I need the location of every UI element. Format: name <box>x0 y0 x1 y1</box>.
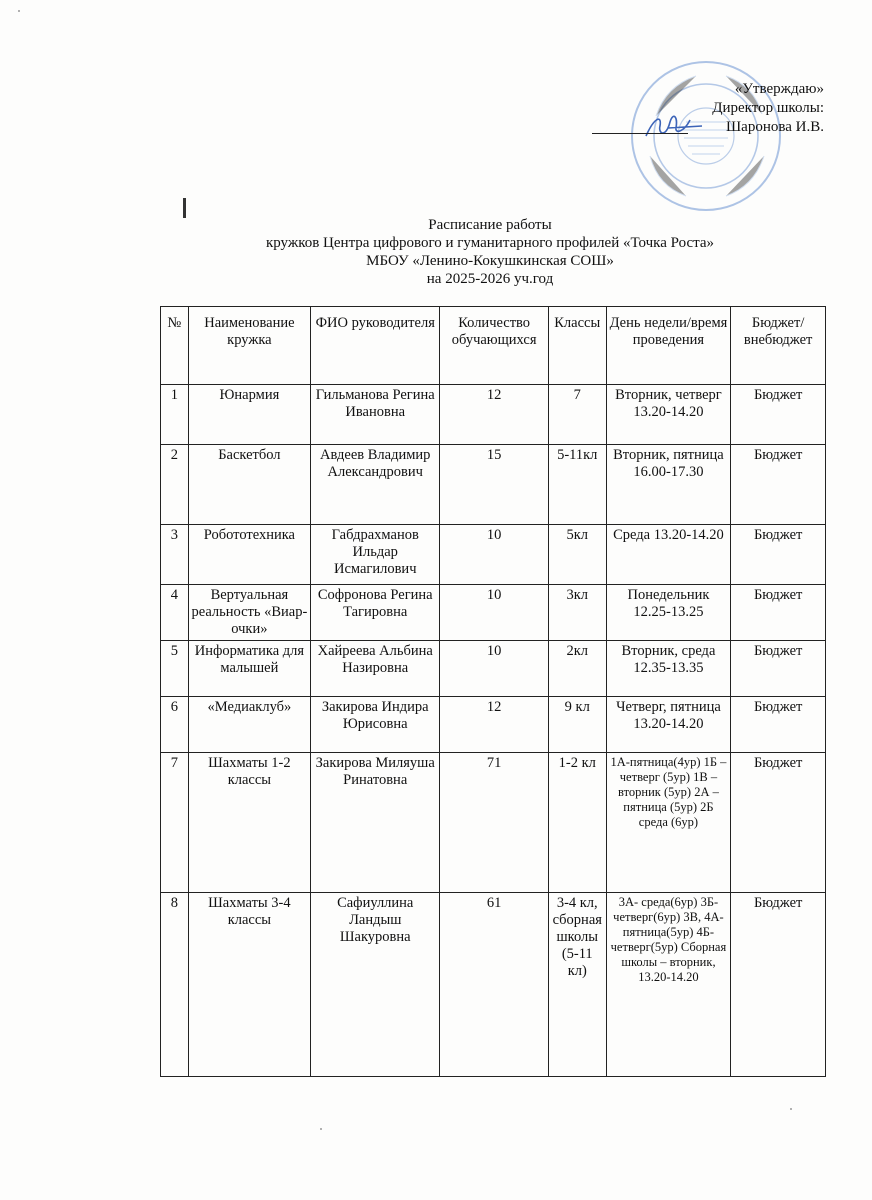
cell-num: 4 <box>161 585 189 641</box>
cell-name: Шахматы 3-4 классы <box>188 893 310 1077</box>
cell-budget: Бюджет <box>731 585 826 641</box>
cell-budget: Бюджет <box>731 697 826 753</box>
scan-speck <box>18 10 20 12</box>
cell-day: 3А- среда(6ур) 3Б- четверг(6ур) 3В, 4А- пятница(5ур) 4Б- четверг(5ур) Сборная школы – вторник, 13.20-14.20 <box>606 893 731 1077</box>
cell-name: Шахматы 1-2 классы <box>188 753 310 893</box>
cell-head: Закирова Индира Юрисовна <box>311 697 440 753</box>
cell-classes: 5-11кл <box>548 445 606 525</box>
title-line-4: на 2025-2026 уч.год <box>426 271 554 287</box>
cell-name: «Медиаклуб» <box>188 697 310 753</box>
header-day: День недели/время проведения <box>606 307 731 385</box>
cell-budget: Бюджет <box>731 385 826 445</box>
table-row <box>161 641 826 697</box>
approval-line-3: Шаронова И.В. <box>726 119 824 135</box>
cell-day: Вторник, пятница 16.00-17.30 <box>606 445 731 525</box>
cell-classes: 3-4 кл, сборная школы (5-11 кл) <box>548 893 606 1077</box>
cell-budget: Бюджет <box>731 893 826 1077</box>
cell-count: 10 <box>440 525 549 585</box>
table-row <box>161 697 826 753</box>
cell-num: 1 <box>161 385 189 445</box>
approval-block <box>712 80 824 137</box>
table-row <box>161 445 826 525</box>
cell-count: 15 <box>440 445 549 525</box>
approval-line-2: Директор школы: <box>712 100 824 116</box>
cell-day: Среда 13.20-14.20 <box>606 525 731 585</box>
scan-speck <box>320 1128 322 1130</box>
cell-head: Сафиуллина Ландыш Шакуровна <box>311 893 440 1077</box>
cell-count: 61 <box>440 893 549 1077</box>
cell-budget: Бюджет <box>731 525 826 585</box>
cell-count: 10 <box>440 585 549 641</box>
header-count: Количество обучающихся <box>440 307 549 385</box>
cell-name: Юнармия <box>188 385 310 445</box>
header-head: ФИО руководителя <box>311 307 440 385</box>
margin-mark <box>183 198 186 218</box>
cell-budget: Бюджет <box>731 641 826 697</box>
cell-classes: 5кл <box>548 525 606 585</box>
cell-classes: 1-2 кл <box>548 753 606 893</box>
title-line-1: Расписание работы <box>428 217 552 233</box>
cell-head: Авдеев Владимир Александрович <box>311 445 440 525</box>
cell-budget: Бюджет <box>731 445 826 525</box>
cell-day: 1А-пятница(4ур) 1Б – четверг (5ур) 1В – вторник (5ур) 2А –пятница (5ур) 2Б среда (6ур) <box>606 753 731 893</box>
header-budget: Бюджет/ внебюджет <box>731 307 826 385</box>
cell-budget: Бюджет <box>731 753 826 893</box>
signature-line <box>592 133 688 134</box>
cell-count: 12 <box>440 697 549 753</box>
cell-day: Четверг, пятница 13.20-14.20 <box>606 697 731 753</box>
cell-name: Информатика для малышей <box>188 641 310 697</box>
cell-day: Вторник, среда 12.35-13.35 <box>606 641 731 697</box>
table-row <box>161 525 826 585</box>
cell-num: 8 <box>161 893 189 1077</box>
title-line-3: МБОУ «Ленино-Кокушкинская СОШ» <box>366 253 614 269</box>
cell-classes: 7 <box>548 385 606 445</box>
director-signature <box>640 108 710 142</box>
cell-name: Вертуальная реальность «Виар-очки» <box>188 585 310 641</box>
cell-num: 5 <box>161 641 189 697</box>
cell-num: 6 <box>161 697 189 753</box>
table-header-row <box>161 307 826 385</box>
cell-num: 7 <box>161 753 189 893</box>
scan-speck <box>790 1108 792 1110</box>
cell-day: Вторник, четверг 13.20-14.20 <box>606 385 731 445</box>
schedule-table <box>160 306 826 1077</box>
header-num: № <box>161 307 189 385</box>
title-line-2: кружков Центра цифрового и гуманитарного профилей «Точка Роста» <box>265 235 715 251</box>
approval-line-1: «Утверждаю» <box>734 81 824 97</box>
table-row <box>161 385 826 445</box>
cell-head: Софронова Регина Тагировна <box>311 585 440 641</box>
cell-classes: 9 кл <box>548 697 606 753</box>
table-row <box>161 893 826 1077</box>
cell-count: 12 <box>440 385 549 445</box>
cell-head: Закирова Миляуша Ринатовна <box>311 753 440 893</box>
cell-classes: 2кл <box>548 641 606 697</box>
table-row <box>161 753 826 893</box>
cell-head: Хайреева Альбина Назировна <box>311 641 440 697</box>
cell-head: Гильманова Регина Ивановна <box>311 385 440 445</box>
cell-name: Баскетбол <box>188 445 310 525</box>
cell-name: Робототехника <box>188 525 310 585</box>
document-title <box>150 216 830 288</box>
cell-head: Габдрахманов Ильдар Исмагилович <box>311 525 440 585</box>
cell-count: 71 <box>440 753 549 893</box>
table-row <box>161 585 826 641</box>
header-name: Наименование кружка <box>188 307 310 385</box>
cell-classes: 3кл <box>548 585 606 641</box>
header-classes: Классы <box>548 307 606 385</box>
cell-num: 2 <box>161 445 189 525</box>
cell-day: Понедельник 12.25-13.25 <box>606 585 731 641</box>
cell-num: 3 <box>161 525 189 585</box>
cell-count: 10 <box>440 641 549 697</box>
